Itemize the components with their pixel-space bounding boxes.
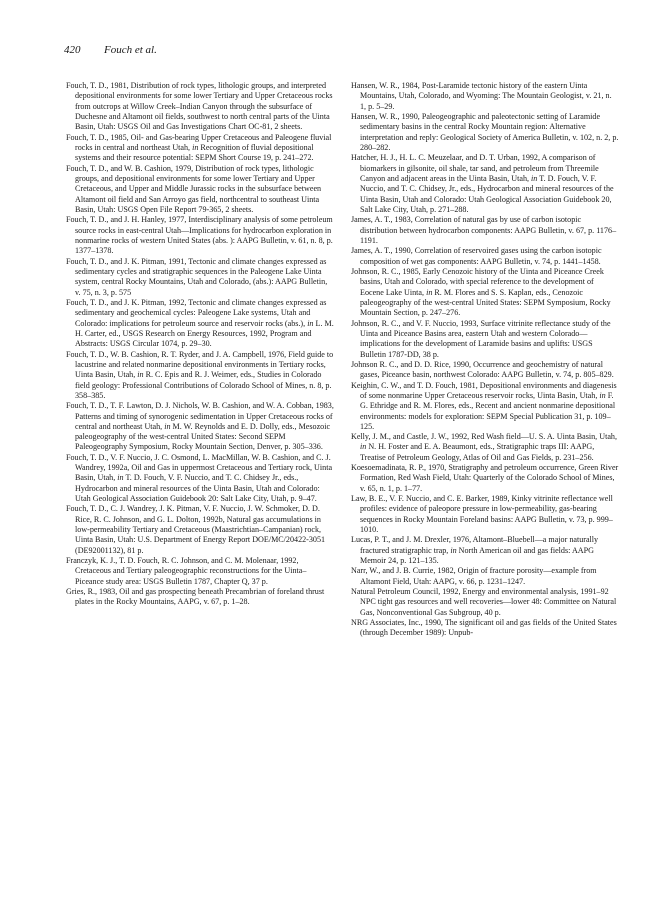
text-run: Natural Petroleum Council, 1992, Energy and environmental analysis, 1991–92 NPC tight gas resources and well recoveries—lower 48: Committee on Natural Gas, Nonconventional Gas Subgroup, 40 p. [351, 587, 617, 617]
text-run: Johnson R. C., and D. D. Rice, 1990, Occurrence and geochemistry of natural gases, Piceance basin, northwest Colorado: AAPG Bulletin, v. 74, p. 805–829. [351, 359, 614, 380]
text-run: James, A. T., 1983, Correlation of natural gas by use of carbon isotopic distribution between hydrocarbon components: AAPG Bulletin, v. 67, p. 1176–1191. [351, 215, 617, 245]
text-run: Kelly, J. M., and Castle, J. W., 1992, Red Wash field—U. S. A. Uinta Basin, Utah, [351, 432, 617, 442]
text-run: L. M. H. Carter, ed., USGS Research on Energy Resources, 1992, Program and Abstracts: USGS Circular 1074, p. 29–30. [75, 318, 334, 349]
text-run: Fouch, T. D., W. B. Cashion, R. T. Ryder, and J. A. Campbell, 1976, Field guide to lacustrine and related nonmarine depositional environments in Tertiary rocks, Uinta Basin, Utah, [66, 349, 334, 380]
italic-run: in [426, 287, 433, 297]
italic-run: in [450, 545, 457, 555]
reference-entry [351, 215, 619, 246]
page-number: 420 [64, 44, 81, 56]
reference-entry [66, 401, 334, 453]
running-header [64, 44, 157, 56]
text-run: N. H. Foster and E. A. Beaumont, eds., Stratigraphic traps III: AAPG, Treatise of Petroleum Geology, Atlas of Oil and Gas Fields, p. 231–256. [360, 442, 595, 462]
italic-run: in [307, 318, 314, 328]
reference-entry [66, 556, 334, 587]
reference-entry [351, 587, 619, 618]
text-run: Johnson, R. C., and V. F. Nuccio, 1993, Surface vitrinite reflectance study of the Uinta and Piceance Basins area, eastern Utah and western Colorado—implications for the development of Laramide basins and uplifts: USGS Bulletin 1787-DD, 38 p. [351, 318, 611, 359]
text-run: T. D. Fouch, V. F. Nuccio, and T. C. Chidsey, Jr., eds., Hydrocarbon and mineral resources of the Uinta Basin, Utah and Colorado: Utah Geological Association Guidebook 20, Salt Lake City, Utah, p. 271–288. [360, 173, 614, 214]
reference-entry [66, 587, 334, 608]
text-run: Law, B. E., V. F. Nuccio, and C. E. Barker, 1989, Kinky vitrinite reflectance well profiles: evidence of paleopore pressure in low-permeability, gas-bearing sequences in Rocky Mountain Foreland basins: AAPG Bulletin, v. 73, p. 999–1010. [351, 494, 613, 535]
italic-run: in [599, 390, 606, 400]
italic-run: in [531, 173, 538, 183]
italic-run: in [137, 370, 144, 380]
left-reference-column [66, 81, 334, 608]
text-run: T. D. Fouch, V. F. Nuccio, and T. C. Chidsey Jr., eds., Hydrocarbon and mineral resources of the Uinta Basin, Utah and Colorado: Utah Geological Association Guidebook 20: Salt Lake City, Utah, p. 9–47. [75, 473, 320, 504]
reference-entry [66, 215, 334, 256]
italic-run: in [164, 421, 171, 431]
text-run: Hansen, W. R., 1990, Paleogeographic and paleotectonic setting of Laramide sedimentary basins in the central Rocky Mountain region: Alternative interpretation and reply: Geological Society of America Bulletin, v. 102, n. 2, p. 280–282. [351, 111, 619, 152]
text-run: Koesoemadinata, R. P., 1970, Stratigraphy and petroleum occurrence, Green River Formation, Red Wash Field, Utah: Quarterly of the Colorado School of Mines, v. 65, n. 1, p. 1–77. [351, 463, 619, 493]
reference-entry [66, 350, 334, 402]
reference-entry [351, 112, 619, 153]
reference-entry [351, 360, 619, 381]
text-run: Gries, R., 1983, Oil and gas prospecting beneath Precambrian of foreland thrust plates in the Rocky Mountains, AAPG, v. 67, p. 1–28. [66, 587, 325, 607]
reference-entry [66, 133, 334, 164]
reference-entry [351, 618, 619, 639]
text-run: Hansen, W. R., 1984, Post-Laramide tectonic history of the eastern Uinta Mountains, Utah, Colorado, and Wyoming: The Mountain Geologist, v. 21, n. 1, p. 5–29. [351, 81, 612, 111]
text-run: Fouch, T. D., V. F. Nuccio, J. C. Osmond, L. MacMillan, W. B. Cashion, and C. J. Wandrey, 1992a, Oil and Gas in uppermost Cretaceous and Tertiary rock, Uinta Basin, Utah, [66, 452, 333, 483]
text-run: Recognition of fluvial depositional systems and their resource potential: SEPM Short Course 19, p. 241–272. [75, 142, 314, 163]
text-run: R. C. Epis and R. J. Weimer, eds., Studies in Colorado field geology: Professional Contributions of Colorado School of Mines, n. 8, p. 358–385. [75, 370, 332, 400]
text-run: Fouch, T. D., and W. B. Cashion, 1979, Distribution of rock types, lithologic groups, and depositional environments for some lower Tertiary and Upper Cretaceous, and Upper and Middle Jurassic rocks in the subsurface between Altamont oil field and San Arroyo gas field, northcentral to southeast Uinta Basin, Utah: USGS Open File Report 79-365, 2 sheets. [66, 163, 322, 214]
text-run: M. W. Reynolds and E. D. Dolly, eds., Mesozoic paleogeography of the west-central United States: Second SEPM Paleogeography Symposium, Rocky Mountain Section, Denver, p. 305–336. [75, 421, 331, 452]
reference-entry [351, 246, 619, 267]
text-run: Fouch, T. D., 1981, Distribution of rock types, lithologic groups, and interpreted depositional environments for some lower Tertiary and Upper Cretaceous rocks from outcrops at Willow Creek–Indian Canyon through the subsurface of Duchesne and Altamont oil fields, southwest to north central parts of the Uinta Basin, Utah: USGS Oil and Gas Investigations Chart OC-81, 2 sheets. [66, 81, 333, 132]
text-run: NRG Associates, Inc., 1990, The significant oil and gas fields of the United States (through December 1989): Unpub- [351, 618, 617, 638]
reference-entry [66, 504, 334, 556]
reference-entry [66, 257, 334, 298]
italic-run: in [360, 442, 367, 452]
text-run: North American oil and gas fields: AAPG Memoir 24, p. 121–135. [360, 545, 594, 566]
reference-entry [351, 535, 619, 566]
text-run: R. M. Flores and S. S. Kaplan, eds., Cenozoic paleogeography of the west-central United States: SEPM Symposium, Rocky Mountain Section, p. 247–276. [360, 287, 611, 318]
italic-run: in [117, 473, 124, 483]
text-run: Johnson, R. C., 1985, Early Cenozoic history of the Uinta and Piceance Creek basins, Utah and Colorado, with special reference to the development of Eocene Lake Uinta, [351, 266, 604, 297]
reference-entry [66, 453, 334, 505]
running-title: Fouch et al. [104, 44, 157, 56]
reference-entry [351, 81, 619, 112]
text-run: Fouch, T. D., and J. K. Pitman, 1991, Tectonic and climate changes expressed as sedimentary cycles and stratigraphic sequences in the Paleogene Lake Uinta system, central Rocky Mountains, Utah and Colorado, (abs.): AAPG Bulletin, v. 75, n. 3, p. 575 [66, 256, 328, 297]
italic-run: in [192, 142, 199, 152]
reference-entry [351, 319, 619, 360]
text-run: Lucas, P. T., and J. M. Drexler, 1976, Altamont–Bluebell—a major naturally fractured stratigraphic trap, [351, 535, 599, 555]
text-run: Fouch, T. D., C. J. Wandrey, J. K. Pitman, V. F. Nuccio, J. W. Schmoker, D. D. Rice, R. C. Johnson, and G. L. Dolton, 1992b, Natural gas accumulations in low-permeability Tertiary and Cretaceous (Maastrichtian–Campanian) rock, Uinta Basin, Utah: U.S. Department of Energy Report DOE/MC/20422-3051 (DE92001132), 81 p. [66, 504, 326, 555]
text-run: Fouch, T. D., 1985, Oil- and Gas-bearing Upper Cretaceous and Paleogene fluvial rocks in central and northeast Utah, [66, 132, 332, 152]
text-run: F. G. Ethridge and R. M. Flores, eds., Recent and ancient nonmarine depositional environments: models for exploration: SEPM Special Publication 31, p. 109–125. [360, 390, 616, 431]
text-run: Keighin, C. W., and T. D. Fouch, 1981, Depositional environments and diagenesis of some nonmarine Upper Cretaceous reservoir rocks, Uinta Basin, Utah, [351, 380, 617, 400]
text-run: James, A. T., 1990, Correlation of reservoired gases using the carbon isotopic composition of wet gas components: AAPG Bulletin, v. 74, p. 1441–1458. [351, 246, 602, 266]
reference-entry [351, 153, 619, 215]
text-run: Fouch, T. D., and J. K. Pitman, 1992, Tectonic and climate changes expressed as sedimentary and geochemical cycles: Paleogene Lake systems, Utah and Colorado: implications for petroleum source and reservoir rocks (abs.), [66, 297, 327, 328]
reference-entry [351, 494, 619, 535]
text-run: Hatcher, H. J., H. L. C. Meuzelaar, and D. T. Urban, 1992, A comparison of biomarkers in gilsonite, oil shale, tar sand, and petroleum from Threemile Canyon and adjacent areas in the Uinta Basin, Utah, [351, 153, 599, 183]
reference-entry [351, 381, 619, 433]
reference-entry [66, 298, 334, 350]
text-run: Fouch, T. D., and J. H. Hanley, 1977, Interdisciplinary analysis of some petroleum source rocks in east-central Utah—Implications for hydrocarbon exploration in nonmarine rocks of western United States (abs. ): AAPG Bulletin, v. 61, n. 8, p. 1377–1378. [66, 215, 333, 256]
reference-entry [66, 81, 334, 133]
right-reference-column [351, 81, 619, 639]
reference-entry [351, 432, 619, 463]
reference-entry [351, 267, 619, 319]
text-run: Franczyk, K. J., T. D. Fouch, R. C. Johnson, and C. M. Molenaar, 1992, Cretaceous and Tertiary paleogeographic reconstructions for the Uinta–Piceance study area: USGS Bulletin 1787, Chapter Q, 37 p. [66, 556, 307, 586]
text-run: Fouch, T. D., T. F. Lawton, D. J. Nichols, W. B. Cashion, and W. A. Cobban, 1983, Patterns and timing of synorogenic sedimentation in Upper Cretaceous rocks of central and northeast Utah, [66, 401, 334, 431]
reference-entry [351, 566, 619, 587]
reference-entry [66, 164, 334, 216]
text-run: Narr, W., and J. B. Currie, 1982, Origin of fracture porosity—example from Altamont Field, Utah: AAPG, v. 66, p. 1231–1247. [351, 566, 597, 586]
reference-entry [351, 463, 619, 494]
